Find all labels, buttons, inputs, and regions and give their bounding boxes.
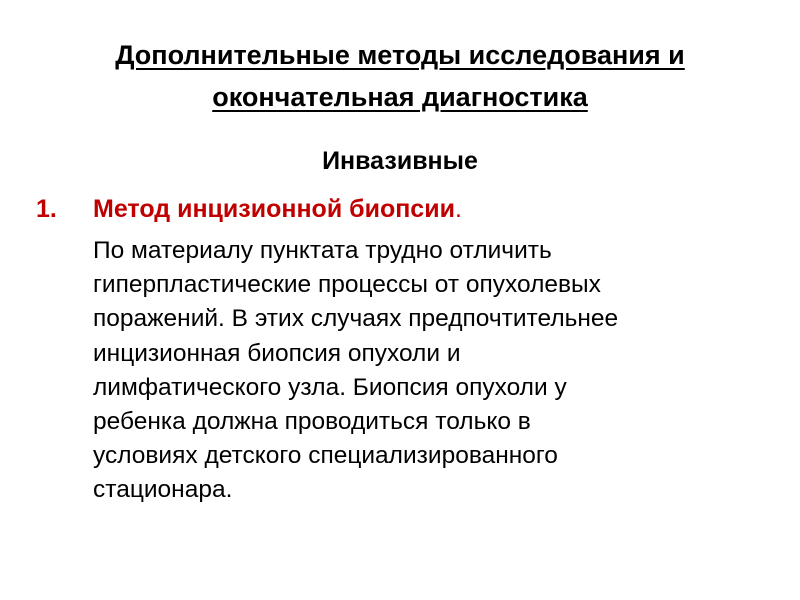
body-line: лимфатического узла. Биопсия опухоли у	[93, 373, 567, 401]
body-line: условиях детского специализированного	[93, 442, 558, 470]
body-line: ребенка должна проводиться только в	[93, 408, 531, 436]
list-item-number: 1.	[36, 195, 57, 223]
list-item-period: .	[454, 195, 462, 223]
body-line: инцизионная биопсия опухоли и	[93, 339, 461, 367]
list-item	[36, 193, 756, 225]
body-line: По материалу пунктата трудно отличить	[93, 237, 552, 264]
body-paragraph	[93, 234, 763, 508]
body-line: стационара.	[93, 476, 233, 504]
body-line: поражений. В этих случаях предпочтительнее	[93, 305, 619, 333]
list-item-heading: Метод инцизионной биопсии	[93, 195, 455, 223]
slide-title: Дополнительные методы исследования и окончательная диагностика	[115, 40, 685, 112]
section-subtitle: Инвазивные	[322, 147, 478, 175]
body-line: гиперпластические процессы от опухолевых	[93, 271, 601, 299]
